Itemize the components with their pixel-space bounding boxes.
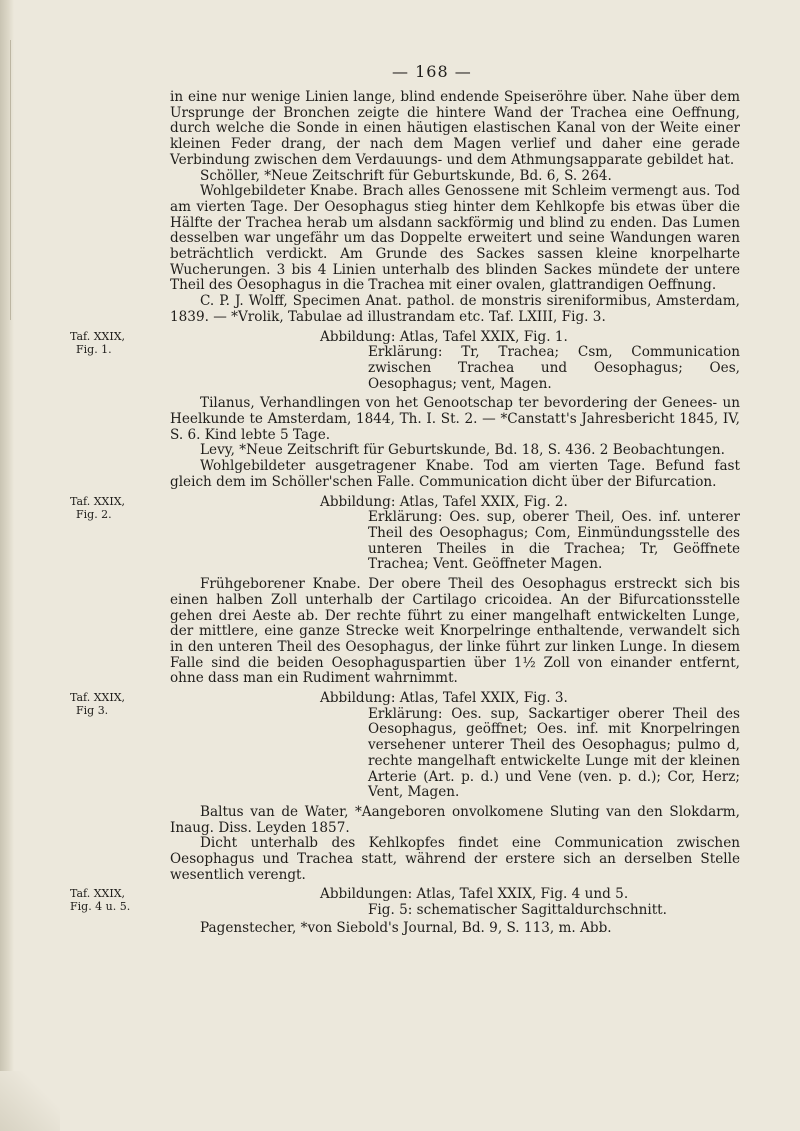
margin-note-fig: Fig. 1. [76,342,112,356]
page-number: — 168 — [392,62,472,81]
reference: Tilanus, Verhandlingen von het Genootschap ter bevordering der Genees- un Heelkunde te Amsterdam, 1844, Th. I. St. 2. — *Canstatt's Jahresbericht 1845, IV, S. 6. Kind lebte 5 Tage. [170,395,740,443]
margin-note-fig: Fig. 4 u. 5. [70,900,131,914]
page-body [70,89,740,937]
figure-explanation: Erklärung: Oes. sup, Sackartiger oberer Theil des Oesophagus, geöffnet; Oes. inf. mit Knorpelringen versehener unterer Theil des Oesophagus; pulmo d, rechte mangelhaft entwickelte Lunge mit der kleinen Arterie (Art. p. d.) und Vene (ven. p. d.); Cor, Herz; Vent, Magen. [368,705,740,801]
figure-explanation: Erklärung: Oes. sup, oberer Theil, Oes. inf. unterer Theil des Oesophagus; Com, Einmündungsstelle des unteren Theiles in die Trachea; Tr, Geöffnete Trachea; Vent. Geöffneter Magen. [368,509,740,573]
margin-note-taf: Taf. XXIX, [70,494,126,508]
page-corner-shadow [0,1071,60,1131]
paragraph: Wohlgebildeter Knabe. Brach alles Genossene mit Schleim vermengt aus. Tod am vierten Tage. Der Oesophagus stieg hinter dem Kehlkopfe bis etwas über die Hälfte der Trachea herab um alsdann sackförmig und blind zu enden. Das Lumen desselben war ungefähr um das Doppelte erweitert und seine Wandungen waren beträchtlich verdickt. Am Grunde des Sackes sassen kleine knorpelharte Wucherungen. 3 bis 4 Linien unterhalb des blinden Sackes mündete der untere Theil des Oesophagus in die Trachea mit einer ovalen, glattrandigen Oeffnung. [170,183,740,294]
figure-note-3 [70,690,740,801]
margin-note-taf: Taf. XXIX, [70,887,126,901]
margin-note-fig: Fig 3. [76,704,109,718]
margin-note [70,887,165,913]
margin-note-taf: Taf. XXIX, [70,329,126,343]
figure-note-2 [70,493,740,574]
paragraph: in eine nur wenige Linien lange, blind endende Speiseröhre über. Nahe über dem Ursprunge der Bronchen zeigte die hintere Wand der Trachea eine Oeffnung, durch welche die Sonde in einen häutigen elastischen Kanal von der Weite einer kleinen Feder drang, der nach dem Magen verlief und daher eine gerade Verbindung zwischen dem Verdauungs- und dem Athmungsapparate gebildet hat. [170,89,740,168]
figure-title: Abbildungen: Atlas, Tafel XXIX, Fig. 4 und 5. [320,886,629,903]
figure-explanation: Fig. 5: schematischer Sagittaldurchschnitt. [368,902,667,919]
reference: Baltus van de Water, *Aangeboren onvolkomene Sluting van den Slokdarm, Inaug. Diss. Leyden 1857. [170,803,740,836]
reference: Schöller, *Neue Zeitschrift für Geburtskunde, Bd. 6, S. 264. [200,167,612,184]
reference: C. P. J. Wolff, Specimen Anat. pathol. de monstris sireniformibus, Amsterdam, 1839. — *Vrolik, Tabulae ad illustrandam etc. Taf. LXIII, Fig. 3. [170,293,740,325]
figure-note-1 [70,328,740,393]
page-edge-line [10,40,11,320]
paragraph: Dicht unterhalb des Kehlkopfes findet eine Communication zwischen Oesophagus und Trachea statt, während der erstere sich an derselben Stelle wesentlich verengt. [170,835,740,883]
figure-title: Abbildung: Atlas, Tafel XXIX, Fig. 2. [320,493,568,510]
page-binding-edge [0,0,14,1131]
margin-note-fig: Fig. 2. [76,507,112,521]
margin-note [70,330,165,356]
margin-note [70,691,165,717]
figure-explanation: Erklärung: Tr, Trachea; Csm, Communication zwischen Trachea und Oesophagus; Oes, Oesophagus; vent, Magen. [368,344,740,392]
figure-note-4 [70,886,740,919]
figure-title: Abbildung: Atlas, Tafel XXIX, Fig. 1. [320,328,568,345]
margin-note-taf: Taf. XXIX, [70,691,126,705]
figure-title: Abbildung: Atlas, Tafel XXIX, Fig. 3. [320,690,568,707]
margin-note [70,495,165,521]
reference: Pagenstecher, *von Siebold's Journal, Bd. 9, S. 113, m. Abb. [200,919,612,936]
paragraph: Frühgeborener Knabe. Der obere Theil des Oesophagus erstreckt sich bis einen halben Zoll unterhalb der Cartilago cricoidea. An der Bifurcationsstelle gehen drei Aeste ab. Der rechte führt zu einer mangelhaft entwickelten Lunge, der mittlere, eine ganze Strecke weit Knorpelringe enthaltende, verwandelt sich in den unteren Theil des Oesophagus, der linke führt zur linken Lunge. In diesem Falle sind die beiden Oesophaguspartien über 1½ Zoll von einander entfernt, ohne dass man ein Rudiment wahrnimmt. [170,576,740,687]
reference: Levy, *Neue Zeitschrift für Geburtskunde, Bd. 18, S. 436. 2 Beobachtungen. [200,442,725,459]
paragraph: Wohlgebildeter ausgetragener Knabe. Tod am vierten Tage. Befund fast gleich dem im Schöller'schen Falle. Communication dicht über der Bifurcation. [170,458,740,490]
